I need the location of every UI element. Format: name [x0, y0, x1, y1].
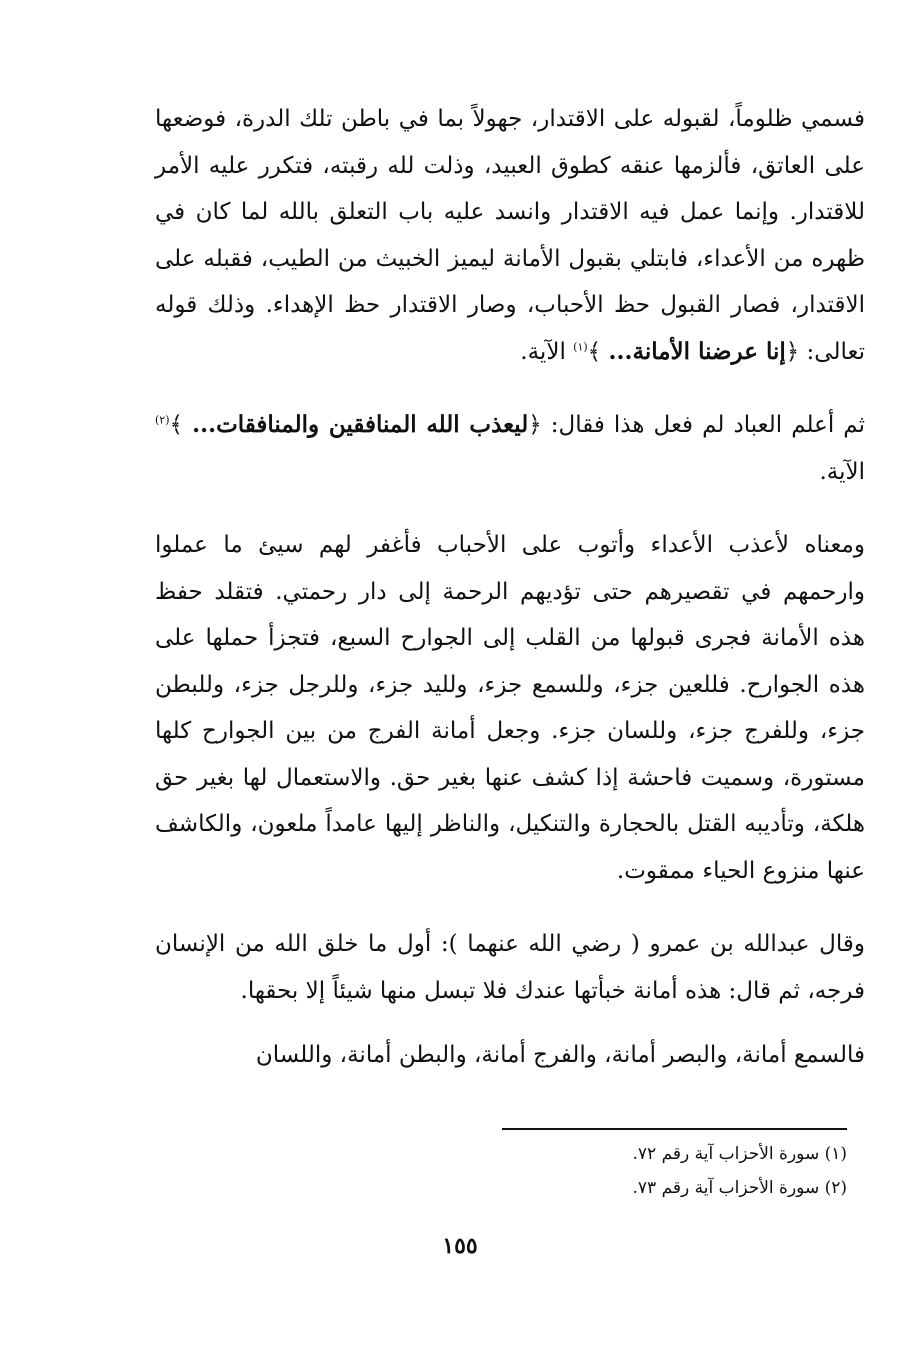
- footnotes: [455, 1137, 847, 1205]
- paragraph-3: ومعناه لأعذب الأعداء وأتوب على الأحباب فأغفر لهم سيئ ما عملوا وارحمهم في تقصيرهم حتى تؤديهم الرحمة إلى دار رحمتي. فتقلد حفظ هذه الأمانة فجرى قبولها من القلب إلى الجوارح السبع، فتجزأ حملها على هذه الجوارح. فللعين جزء، وللسمع جزء، ولليد جزء، وللرجل جزء، وللبطن جزء، وللفرج جزء، وللسان جزء. وجعل أمانة الفرج من بين الجوارح كلها مستورة، وسميت فاحشة إذا كشف عنها بغير حق. والاستعمال لها بغير حق هلكة، وتأديبه القتل بالحجارة والتنكيل، والناظر إليها عامداً ملعون، والكاشف عنها منزوع الحياء ممقوت.: [155, 532, 865, 884]
- footnote-ref-1: (١): [573, 339, 588, 353]
- paragraph-1-text: فسمي ظلوماً، لقبوله على الاقتدار، جهولاً بما في باطن تلك الدرة، فوضعها على العاتق، فألزمها عنقه كطوق العبيد، وذلت لله رقبته، فتكرر عليه الأمر للاقتدار. وإنما عمل فيه الاقتدار وانسد عليه باب التعلق بالله لما كان في ظهره من الأعداء، فابتلي بقبول الأمانة ليميز الخبيث من الطيب، فقبله على الاقتدار، فصار القبول حظ الأحباب، وصار الاقتدار حظ الإهداء. وذلك قوله تعالى: ﴿: [155, 106, 865, 365]
- verse-1-close-bracket: ﴾: [587, 338, 602, 365]
- paragraph-5: فالسمع أمانة، والبصر أمانة، والفرج أمانة، والبطن أمانة، واللسان: [255, 1042, 865, 1068]
- page-body: [155, 96, 865, 1079]
- paragraph-gap: [155, 495, 865, 522]
- footnote-2: (٢) سورة الأحزاب آية رقم ٧٣.: [632, 1178, 847, 1198]
- paragraph-gap: [155, 375, 865, 402]
- quran-verse-2: ليعذب الله المنافقين والمنافقات...: [192, 411, 529, 438]
- paragraph-2-text: ثم أعلم العباد لم فعل هذا فقال: ﴿: [528, 412, 866, 438]
- paragraph-2-tail: الآية.: [819, 458, 865, 485]
- verse-2-close-bracket: ﴾: [169, 412, 183, 438]
- footnote-separator: [502, 1128, 847, 1130]
- paragraph-1-tail: الآية.: [520, 338, 574, 365]
- paragraph-gap: [155, 1014, 865, 1032]
- footnote-ref-2: (٢): [155, 413, 170, 427]
- footnote-1: (١) سورة الأحزاب آية رقم ٧٢.: [632, 1144, 847, 1164]
- page-number: ١٥٥: [442, 1233, 478, 1259]
- paragraph-1: [155, 96, 865, 375]
- paragraph-gap: [155, 894, 865, 921]
- paragraph-2: [155, 402, 865, 495]
- quran-verse-1: إنا عرضنا الأمانة...: [608, 337, 786, 365]
- paragraph-4: وقال عبدالله بن عمرو ( رضي الله عنهما ): أول ما خلق الله من الإنسان فرجه، ثم قال: هذه أمانة خبأتها عندك فلا تبسل منها شيئاً إلا بحقها.: [155, 931, 865, 1004]
